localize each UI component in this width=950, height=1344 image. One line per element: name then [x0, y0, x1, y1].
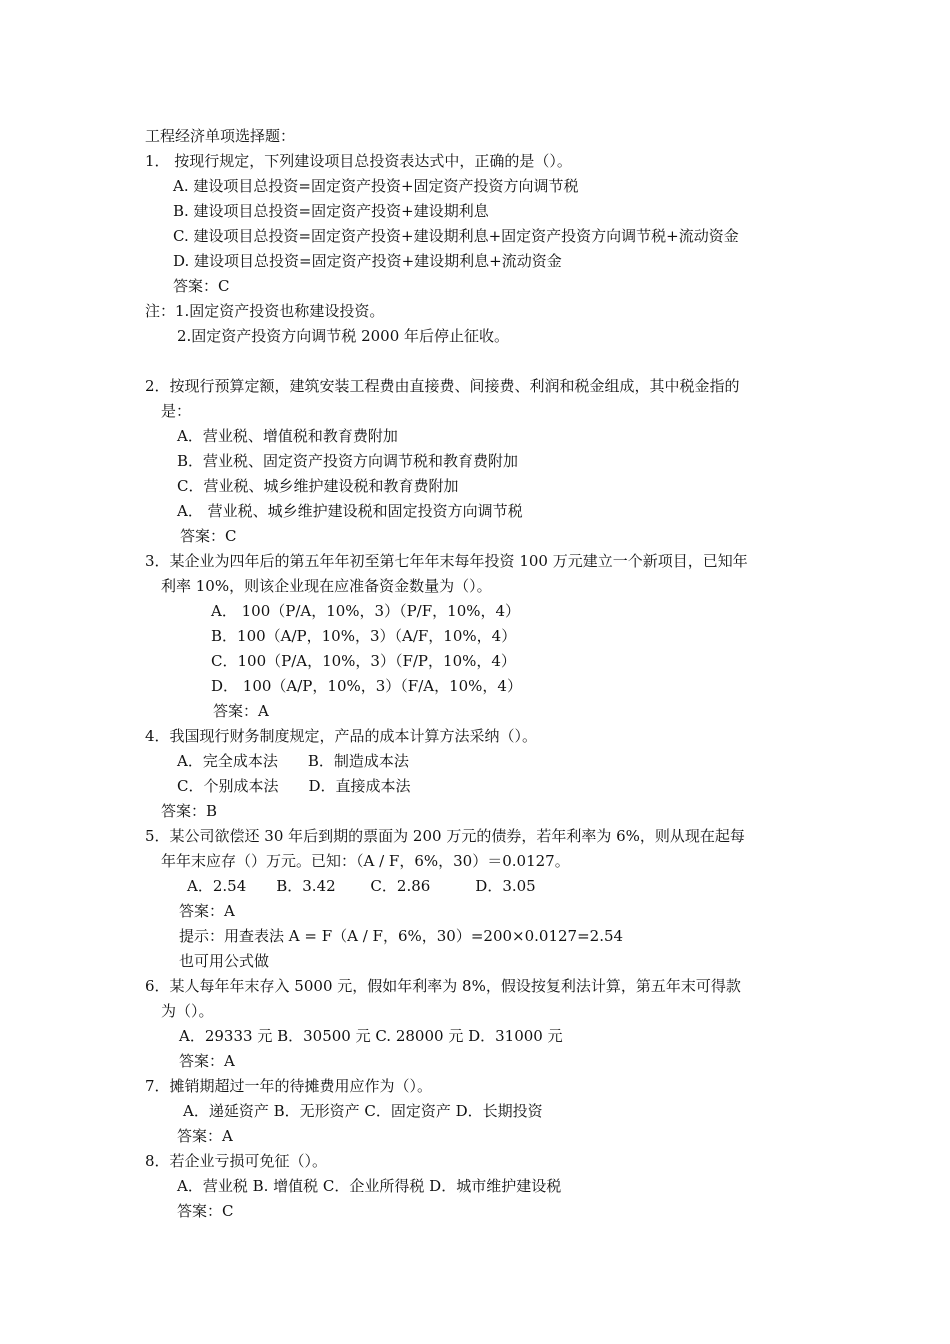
question-5-answer: 答案：A [179, 902, 235, 920]
question-4-options-ab: A．完全成本法 B．制造成本法 [177, 752, 409, 770]
question-5-stem-line-2: 年年末应存（）万元。已知：（A / F，6%，30）＝0.0127。 [161, 852, 570, 870]
question-2-stem-line-1: 2．按现行预算定额，建筑安装工程费由直接费、间接费、利润和税金组成，其中税金指的 [145, 377, 740, 395]
question-4-options-cd: C．个别成本法 D．直接成本法 [177, 777, 411, 795]
question-3-stem-line-2: 利率 10%，则该企业现在应准备资金数量为（）。 [161, 577, 492, 595]
question-6-answer: 答案：A [179, 1052, 235, 1070]
question-1-stem: 1． 按现行规定，下列建设项目总投资表达式中，正确的是（）。 [145, 152, 572, 170]
question-5-stem-line-1: 5．某公司欲偿还 30 年后到期的票面为 200 万元的债券，若年利率为 6%，则从现在起每 [145, 827, 745, 845]
question-3-option-a: A． 100（P/A，10%，3）（P/F，10%，4） [211, 602, 521, 620]
question-6-stem-line-1: 6．某人每年年末存入 5000 元，假如年利率为 8%，假设按复利法计算，第五年末可得款 [145, 977, 741, 995]
question-2-answer: 答案：C [180, 527, 237, 545]
question-4-answer: 答案：B [161, 802, 218, 820]
question-3-option-d: D． 100（A/P，10%，3）（F/A，10%，4） [211, 677, 522, 695]
question-5-hint: 提示：用查表法 A = F（A / F，6%，30）=200×0.0127=2.54 [179, 927, 624, 945]
question-8-answer: 答案：C [177, 1202, 234, 1220]
question-1-note-1: 注：1.固定资产投资也称建设投资。 [145, 302, 385, 320]
question-1-option-b: B. 建设项目总投资=固定资产投资+建设期利息 [173, 202, 489, 220]
question-2-option-d: A． 营业税、城乡维护建设税和固定投资方向调节税 [177, 502, 523, 520]
question-2-stem-line-2: 是： [161, 402, 192, 420]
question-3-stem-line-1: 3．某企业为四年后的第五年年初至第七年年末每年投资 100 万元建立一个新项目，已知年 [145, 552, 748, 570]
document-title: 工程经济单项选择题： [145, 127, 296, 145]
question-1-option-c: C. 建设项目总投资=固定资产投资+建设期利息+固定资产投资方向调节税+流动资金 [173, 227, 739, 245]
question-3-option-c: C．100（P/A，10%，3）（F/P，10%，4） [211, 652, 516, 670]
question-1-answer: 答案：C [173, 277, 230, 295]
question-7-options: A．递延资产 B．无形资产 C．固定资产 D．长期投资 [183, 1102, 543, 1120]
question-4-stem: 4．我国现行财务制度规定，产品的成本计算方法采纳（）。 [145, 727, 538, 745]
question-1-note-2: 2.固定资产投资方向调节税 2000 年后停止征收。 [177, 327, 510, 345]
question-2-option-a: A．营业税、增值税和教育费附加 [177, 427, 398, 445]
question-2-option-b: B．营业税、固定资产投资方向调节税和教育费附加 [177, 452, 519, 470]
question-8-stem: 8．若企业亏损可免征（）。 [145, 1152, 328, 1170]
question-5-hint-2: 也可用公式做 [179, 952, 270, 970]
question-7-stem: 7．摊销期超过一年的待摊费用应作为（）。 [145, 1077, 433, 1095]
question-5-options: A．2.54 B．3.42 C．2.86 D．3.05 [187, 877, 536, 895]
question-6-stem-line-2: 为（）。 [161, 1002, 214, 1020]
question-7-answer: 答案：A [177, 1127, 233, 1145]
question-3-answer: 答案：A [213, 702, 269, 720]
question-6-options: A．29333 元 B．30500 元 C. 28000 元 D．31000 元 [179, 1027, 563, 1045]
question-1-option-d: D. 建设项目总投资=固定资产投资+建设期利息+流动资金 [173, 252, 562, 270]
question-1-option-a: A. 建设项目总投资=固定资产投资+固定资产投资方向调节税 [173, 177, 579, 195]
question-8-options: A．营业税 B. 增值税 C．企业所得税 D．城市维护建设税 [177, 1177, 562, 1195]
question-2-option-c: C．营业税、城乡维护建设税和教育费附加 [177, 477, 459, 495]
question-3-option-b: B．100（A/P，10%，3）（A/F，10%，4） [211, 627, 517, 645]
